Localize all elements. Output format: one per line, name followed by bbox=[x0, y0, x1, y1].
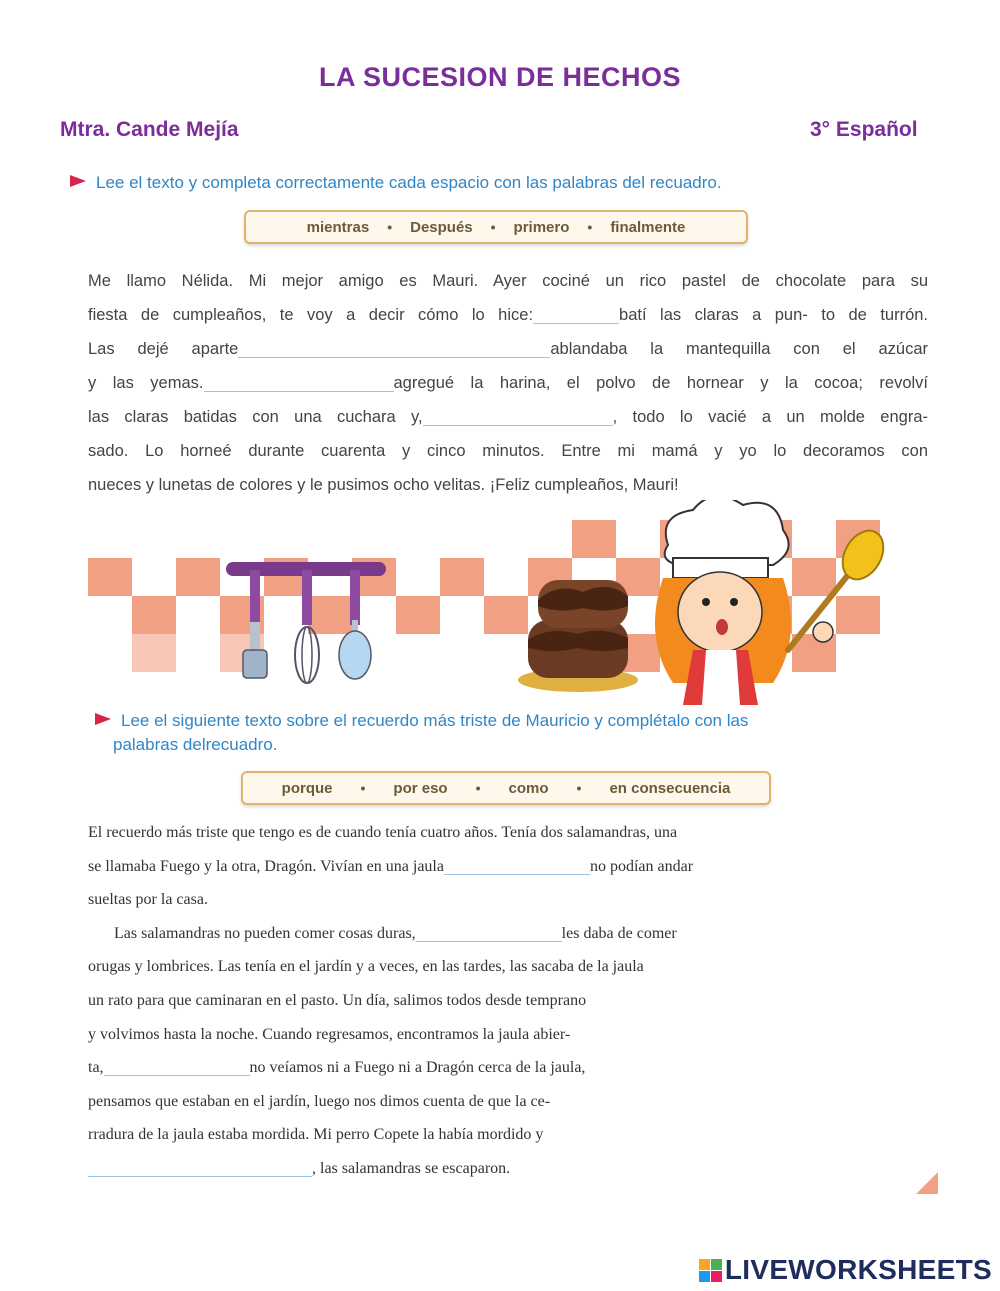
answer-blank-6[interactable] bbox=[416, 921, 562, 942]
text-segment: no podían andar bbox=[589, 857, 694, 875]
teacher-name: Mtra. Cande Mejía bbox=[60, 118, 239, 141]
word-option: como bbox=[508, 779, 549, 797]
grade-label: 3° Español bbox=[810, 118, 918, 141]
text-line: y volvimos hasta la noche. Cuando regresamos, encontramos la jaula abier- bbox=[88, 1025, 571, 1043]
brand-logo bbox=[699, 1254, 992, 1286]
kitchen-illustration bbox=[88, 500, 900, 705]
text-line: El recuerdo más triste que tengo es de cuando tenía cuatro años. Tenía dos salamandras, una bbox=[88, 824, 678, 841]
text-line: nueces y lunetas de colores y le pusimos ocho velitas. ¡Feliz cumpleaños, Mauri! bbox=[88, 476, 679, 494]
text-segment: las claras batidas con una cuchara y, bbox=[88, 408, 423, 426]
text-line: pensamos que estaban en el jardín, luego nos dimos cuenta de que la ce- bbox=[88, 1092, 551, 1110]
text-line: un rato para que caminaran en el pasto. Un día, salimos todos desde temprano bbox=[88, 991, 587, 1009]
answer-blank-2[interactable] bbox=[238, 337, 550, 358]
text-line bbox=[88, 400, 928, 434]
exercise2-instruction bbox=[95, 711, 748, 731]
text-segment: Las dejé aparte bbox=[88, 340, 239, 358]
word-option: finalmente bbox=[610, 218, 686, 236]
answer-blank-1[interactable] bbox=[533, 303, 619, 324]
text-segment: ta, bbox=[88, 1059, 104, 1077]
word-option: por eso bbox=[393, 779, 448, 797]
arrow-icon bbox=[70, 175, 86, 187]
text-line bbox=[88, 1051, 693, 1085]
page-corner-icon bbox=[916, 1172, 938, 1194]
text-segment: se llamaba Fuego y la otra, Dragón. Vivían en una jaula bbox=[88, 857, 444, 875]
bullet-icon: • bbox=[475, 780, 481, 796]
text-segment: les daba de comer bbox=[561, 924, 677, 942]
exercise1-instruction-text: Lee el texto y completa correctamente cada espacio con las palabras del recuadro. bbox=[96, 173, 722, 192]
text-line: orugas y lombrices. Las tenía en el jardín y a veces, en las tardes, las sacaba de la jaula bbox=[88, 958, 644, 976]
word-option: porque bbox=[281, 779, 333, 797]
bullet-icon: • bbox=[387, 219, 393, 235]
text-segment: Las salamandras no pueden comer cosas duras, bbox=[114, 924, 416, 942]
text-segment: y las yemas. bbox=[88, 374, 204, 392]
answer-blank-5[interactable] bbox=[444, 854, 590, 875]
bullet-icon: • bbox=[576, 780, 582, 796]
answer-blank-8[interactable] bbox=[88, 1156, 312, 1177]
answer-blank-7[interactable] bbox=[104, 1055, 250, 1076]
word-box-1 bbox=[244, 210, 748, 244]
text-segment: ablandaba la mantequilla con el azúcar bbox=[550, 340, 928, 358]
text-segment: batí las claras a pun- to de turrón. bbox=[619, 306, 928, 324]
cake-icon bbox=[518, 580, 638, 692]
word-option: primero bbox=[513, 218, 570, 236]
text-line bbox=[88, 298, 928, 332]
story-paragraph-1 bbox=[88, 264, 928, 502]
text-line: sueltas por la casa. bbox=[88, 891, 208, 909]
answer-blank-4[interactable] bbox=[423, 405, 613, 426]
logo-squares-icon bbox=[699, 1259, 722, 1282]
exercise2-instruction-line2: palabras delrecuadro. bbox=[113, 735, 278, 754]
word-option: Después bbox=[410, 218, 473, 236]
exercise1-instruction bbox=[70, 173, 722, 193]
answer-blank-3[interactable] bbox=[204, 371, 394, 392]
word-option: en consecuencia bbox=[609, 779, 731, 797]
text-line bbox=[88, 917, 693, 951]
page-title: LA SUCESION DE HECHOS bbox=[318, 62, 682, 92]
text-line bbox=[88, 332, 928, 366]
arrow-icon bbox=[95, 713, 111, 725]
text-segment: , las salamandras se escaparon. bbox=[312, 1159, 511, 1177]
brand-text: LIVEWORKSHEETS bbox=[724, 1254, 992, 1285]
text-line bbox=[88, 366, 928, 400]
text-segment: no veíamos ni a Fuego ni a Dragón cerca de la jaula, bbox=[249, 1059, 586, 1077]
story-paragraph-2 bbox=[88, 816, 693, 1186]
bullet-icon: • bbox=[490, 219, 496, 235]
exercise2-instruction-text: Lee el siguiente texto sobre el recuerdo más triste de Mauricio y complétalo con las bbox=[121, 711, 749, 730]
text-line bbox=[88, 850, 693, 884]
bullet-icon: • bbox=[360, 780, 366, 796]
text-segment: , todo lo vacié a un molde engra- bbox=[612, 408, 928, 426]
text-line bbox=[88, 1152, 693, 1186]
text-line: rradura de la jaula estaba mordida. Mi perro Copete la había mordido y bbox=[88, 1126, 544, 1144]
text-segment: fiesta de cumpleaños, te voy a decir cómo lo hice: bbox=[88, 306, 534, 324]
text-line: Me llamo Nélida. Mi mejor amigo es Mauri. Ayer cociné un rico pastel de chocolate para su bbox=[88, 272, 928, 290]
text-line: sado. Lo horneé durante cuarenta y cinco minutos. Entre mi mamá y yo lo decoramos con bbox=[88, 442, 928, 460]
word-box-2 bbox=[241, 771, 771, 805]
bullet-icon: • bbox=[587, 219, 593, 235]
text-segment: agregué la harina, el polvo de hornear y la cocoa; revolví bbox=[393, 374, 928, 392]
word-option: mientras bbox=[306, 218, 370, 236]
